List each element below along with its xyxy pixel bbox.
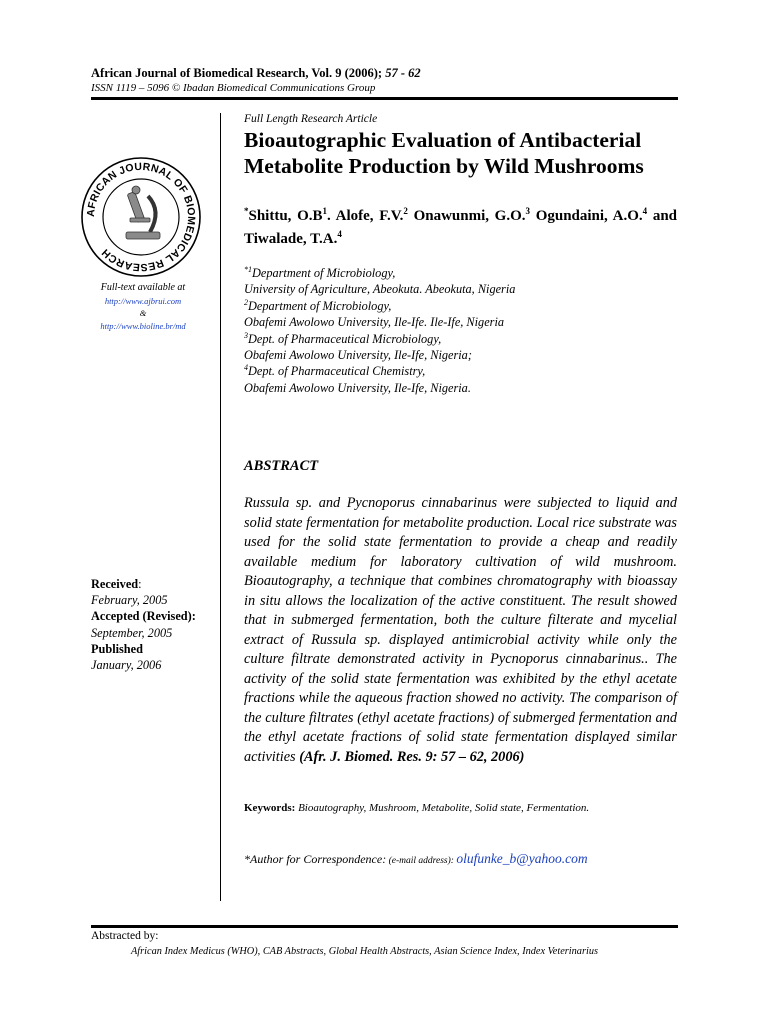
author-affiliation-mark: 4: [337, 229, 342, 239]
publication-dates: [91, 576, 219, 673]
ampersand: &: [139, 308, 147, 318]
keywords-label: Keywords:: [244, 802, 296, 814]
affiliation-mark: 3: [244, 330, 248, 340]
header-rule: [91, 97, 678, 100]
affiliation-mark: 2: [244, 297, 248, 307]
journal-citation: [91, 66, 421, 81]
affiliation-text: Dept. of Pharmaceutical Microbiology,: [248, 331, 442, 346]
affiliation-line: [244, 380, 684, 396]
corresponding-mark: *: [244, 206, 249, 216]
accepted-label: Accepted (Revised):: [91, 609, 196, 624]
affiliation-line: [244, 347, 684, 363]
abstracting-indexes: African Index Medicus (WHO), CAB Abstracts, Global Health Abstracts, Asian Science Index, Index Veterinarius: [131, 946, 598, 957]
author-affiliation-mark: 3: [525, 206, 531, 216]
author-name: Onawunmi, G.O.: [413, 208, 526, 224]
received-label: Received: [91, 577, 139, 591]
issn-line: ISSN 1119 – 5096 © Ibadan Biomedical Communications Group: [91, 82, 376, 94]
author-name: Alofe, F.V.: [335, 208, 404, 224]
affiliation-line: [244, 363, 684, 379]
correspondence-label: *Author for Correspondence:: [244, 852, 387, 866]
published-label: Published: [91, 641, 143, 656]
abstracted-label: Abstracted by:: [91, 930, 159, 942]
affiliation-line: [244, 298, 684, 314]
journal-pages: 57 - 62: [385, 66, 421, 80]
keywords: [244, 802, 684, 814]
abstract-citation: (Afr. J. Biomed. Res. 9: 57 – 62, 2006): [299, 748, 525, 765]
affiliation-line: [244, 281, 684, 297]
abstract-text: Russula sp. and Pycnoporus cinnabarinus were subjected to liquid and solid state fermentation for metabolite production. Local rice substrate was used for the solid state fermentation to provide a cheap and readily available medium for laboratory cultivation of wild mushroom. Bioautography, a technique that combines chromatography with bioassay in situ allows the localization of the active constituent. The result showed that in submerged fermentation, both the culture filterate and mycelial extract of Russula sp. displayed antimicrobial activity while only the culture filtrate demonstrated activity in Pycnoporus cinnabarinus.. The activity of the solid state fermentation was exhibited by the ethyl acetate fractions while the aqueous fraction showed no activity. The comparison of the culture filtrates (ethyl acetate fractions) of submerged fermentation and the ethyl acetate fractions of solid state fermentation displayed similar activities: [244, 495, 677, 765]
email-label: (e-mail address):: [386, 856, 457, 866]
affiliation-list: [244, 265, 684, 396]
affiliation-text: Obafemi Awolowo University, Ile-Ife, Nigeria;: [244, 348, 472, 363]
affiliation-line: [244, 331, 684, 347]
journal-name: African Journal of Biomedical Research, Vol. 9 (2006);: [91, 66, 383, 80]
affiliation-line: [244, 265, 684, 281]
microscope-icon: [126, 186, 160, 239]
correspondence-email[interactable]: olufunke_b@yahoo.com: [456, 851, 588, 866]
author-affiliation-mark: 4: [642, 206, 648, 216]
affiliation-line: [244, 314, 684, 330]
author-name: Shittu, O.B: [248, 208, 323, 224]
abstract-heading: ABSTRACT: [244, 458, 319, 474]
received-colon: :: [138, 577, 142, 591]
author-list: [244, 205, 677, 251]
affiliation-text: Department of Microbiology,: [252, 266, 396, 280]
affiliation-text: University of Agriculture, Abeokuta. Abeokuta, Nigeria: [244, 282, 516, 297]
ajbrui-link[interactable]: http://www.ajbrui.com: [104, 295, 182, 306]
article-title: Bioautographic Evaluation of Antibacterial Metabolite Production by Wild Mushrooms: [244, 128, 644, 178]
affiliation-text: Dept. of Pharmaceutical Chemistry,: [248, 364, 426, 379]
fulltext-availability: [86, 282, 200, 332]
affiliation-text: Department of Microbiology,: [248, 298, 392, 313]
accepted-date: September, 2005: [91, 625, 173, 640]
affiliation-text: Obafemi Awolowo University, Ile-Ife, Nigeria.: [244, 380, 471, 395]
logo-text: AFRICAN JOURNAL OF BIOMEDICAL RESEARCH: [84, 160, 198, 274]
journal-seal-logo: [80, 156, 202, 278]
published-date: January, 2006: [91, 658, 162, 673]
author-name: Tiwalade, T.A.: [244, 231, 338, 247]
keywords-text: Bioautography, Mushroom, Metabolite, Solid state, Fermentation.: [295, 802, 590, 814]
author-affiliation-mark: 2: [403, 206, 408, 216]
received-date: February, 2005: [91, 593, 168, 608]
affiliation-mark: 4: [244, 363, 248, 373]
abstract-body: [244, 494, 677, 767]
fulltext-label: Full-text available at: [100, 282, 186, 293]
bioline-link[interactable]: http://www.bioline.br/md: [100, 320, 186, 331]
affiliation-text: Obafemi Awolowo University, Ile-Ife. Ile-Ife, Nigeria: [244, 315, 505, 330]
affiliation-mark: *1: [244, 264, 252, 274]
author-separator: .: [327, 208, 336, 224]
author-affiliation-mark: 1: [322, 206, 328, 216]
article-type: Full Length Research Article: [244, 113, 378, 125]
author-name: Ogundaini, A.O.: [535, 208, 643, 224]
correspondence: [244, 851, 588, 867]
sidebar-divider: [220, 113, 221, 901]
author-separator: and: [647, 208, 678, 224]
footer-rule: [91, 925, 678, 928]
